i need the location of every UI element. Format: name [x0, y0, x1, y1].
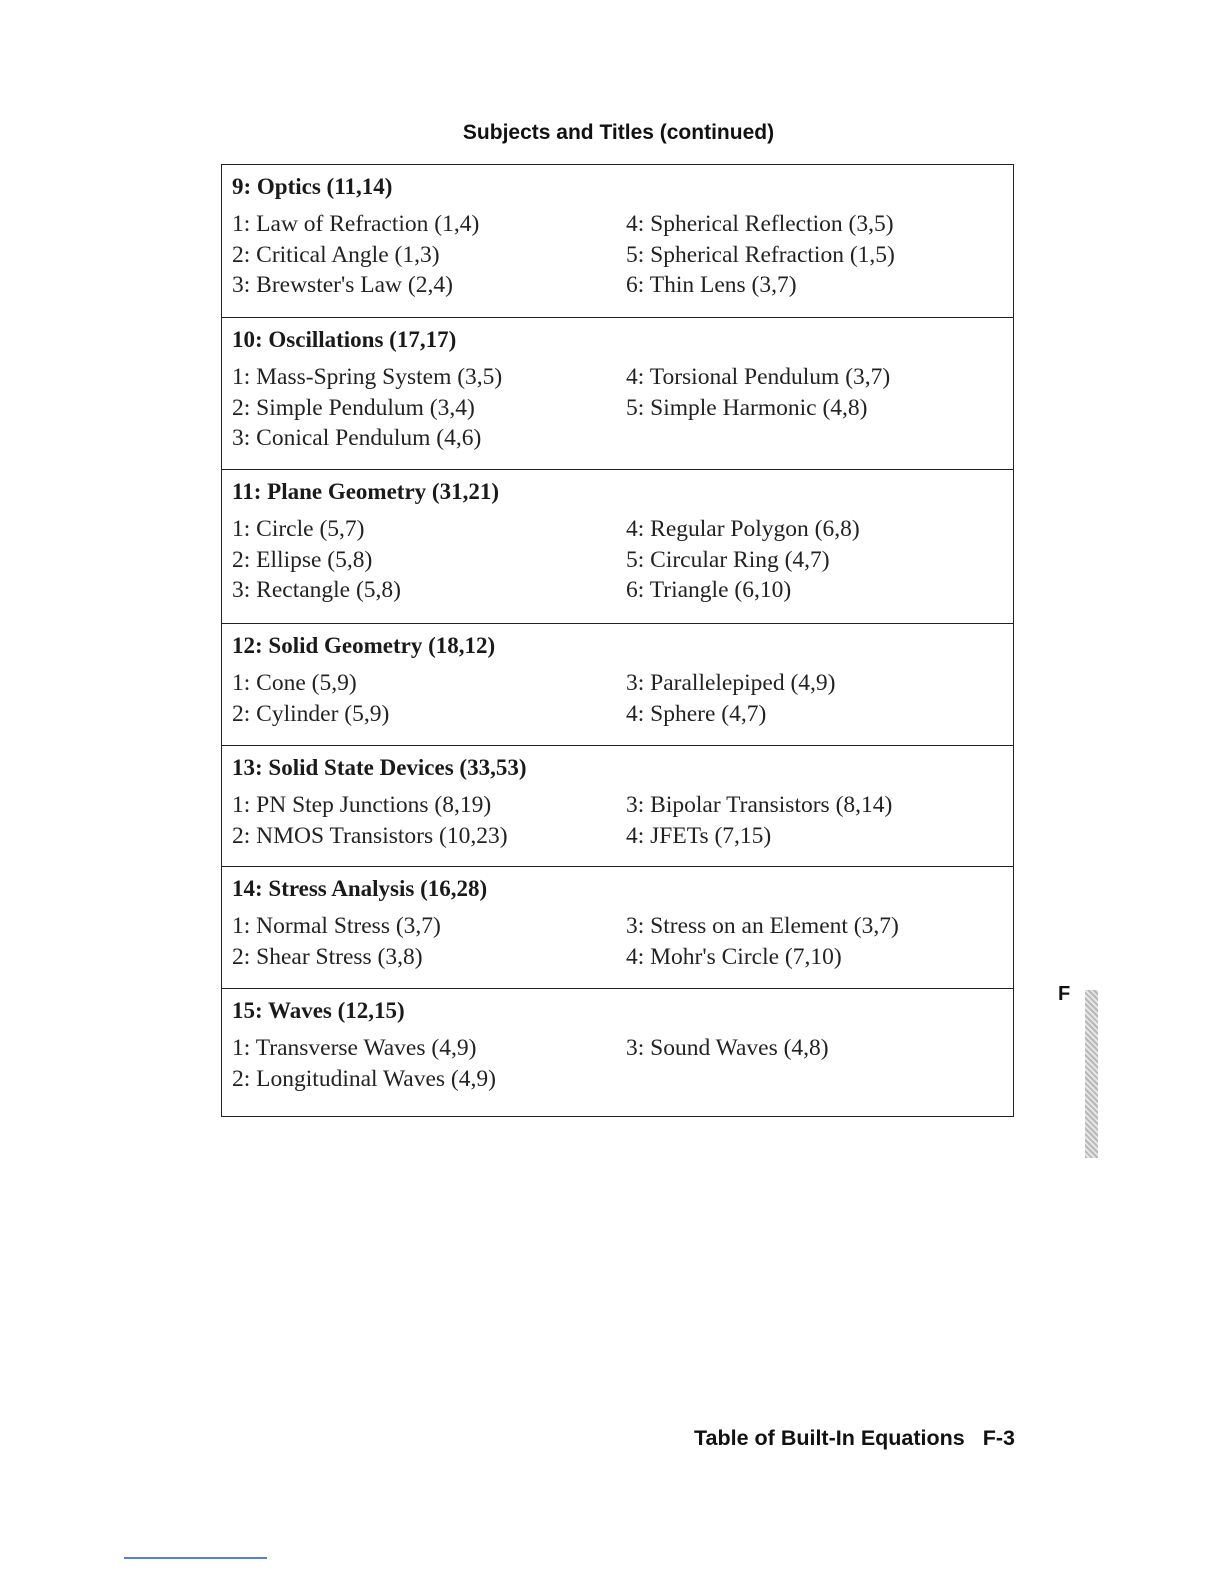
list-item: 5: Spherical Refraction (1,5)	[626, 241, 895, 268]
section-stress-analysis	[222, 866, 1013, 988]
list-item: 1: Normal Stress (3,7)	[232, 913, 441, 939]
list-item: 4: Torsional Pendulum (3,7)	[626, 364, 891, 390]
list-item: 3: Stress on an Element (3,7)	[626, 913, 899, 939]
list-item: 1: PN Step Junctions (8,19)	[232, 792, 492, 818]
list-item: 3: Sound Waves (4,8)	[626, 1035, 829, 1061]
list-item: 1: Cone (5,9)	[232, 670, 357, 696]
equations-table	[221, 164, 1014, 1117]
list-item: 3: Rectangle (5,8)	[232, 577, 402, 604]
list-item: 4: Sphere (4,7)	[626, 700, 767, 727]
list-item: 4: JFETs (7,15)	[626, 822, 772, 849]
list-item: 3: Conical Pendulum (4,6)	[232, 425, 482, 452]
list-item: 5: Simple Harmonic (4,8)	[626, 394, 868, 421]
list-item: 1: Circle (5,7)	[232, 516, 365, 542]
list-item: 2: Critical Angle (1,3)	[232, 241, 440, 268]
section-oscillations	[222, 317, 1013, 469]
list-item: 1: Law of Refraction (1,4)	[232, 211, 480, 237]
appendix-tab-letter: F	[1058, 983, 1071, 1005]
list-item: 1: Transverse Waves (4,9)	[232, 1035, 477, 1061]
list-item: 4: Spherical Reflection (3,5)	[626, 211, 894, 237]
list-item: 4: Mohr's Circle (7,10)	[626, 943, 842, 970]
section-optics	[222, 165, 1013, 317]
list-item: 6: Thin Lens (3,7)	[626, 272, 797, 299]
section-solid-state-devices	[222, 745, 1013, 866]
footer-title: Table of Built-In Equations	[694, 1426, 965, 1450]
list-item: 2: Simple Pendulum (3,4)	[232, 394, 475, 421]
section-title: 10: Oscillations (17,17)	[232, 327, 457, 352]
list-item: 2: Cylinder (5,9)	[232, 700, 390, 727]
list-item: 2: Shear Stress (3,8)	[232, 943, 423, 970]
section-plane-geometry	[222, 469, 1013, 623]
page-title: Subjects and Titles (continued)	[462, 121, 775, 144]
section-title: 13: Solid State Devices (33,53)	[232, 755, 527, 780]
section-title: 9: Optics (11,14)	[232, 174, 393, 199]
list-item: 3: Bipolar Transistors (8,14)	[626, 792, 893, 818]
section-title: 14: Stress Analysis (16,28)	[232, 876, 488, 901]
page-number: F-3	[982, 1426, 1015, 1450]
list-item: 6: Triangle (6,10)	[626, 577, 792, 604]
list-item: 2: Longitudinal Waves (4,9)	[232, 1065, 496, 1092]
list-item: 4: Regular Polygon (6,8)	[626, 516, 860, 542]
scan-artifact-line	[124, 1557, 267, 1559]
list-item: 2: Ellipse (5,8)	[232, 546, 373, 573]
section-title: 11: Plane Geometry (31,21)	[232, 479, 499, 504]
appendix-tab-marker	[1085, 990, 1098, 1158]
list-item: 1: Mass-Spring System (3,5)	[232, 364, 503, 390]
section-solid-geometry	[222, 623, 1013, 745]
page-footer	[694, 1426, 1015, 1451]
list-item: 5: Circular Ring (4,7)	[626, 546, 830, 573]
list-item: 3: Brewster's Law (2,4)	[232, 272, 453, 299]
list-item: 3: Parallelepiped (4,9)	[626, 670, 836, 696]
section-title: 15: Waves (12,15)	[232, 998, 405, 1023]
section-waves	[222, 988, 1013, 1116]
section-title: 12: Solid Geometry (18,12)	[232, 633, 496, 658]
list-item: 2: NMOS Transistors (10,23)	[232, 822, 508, 849]
